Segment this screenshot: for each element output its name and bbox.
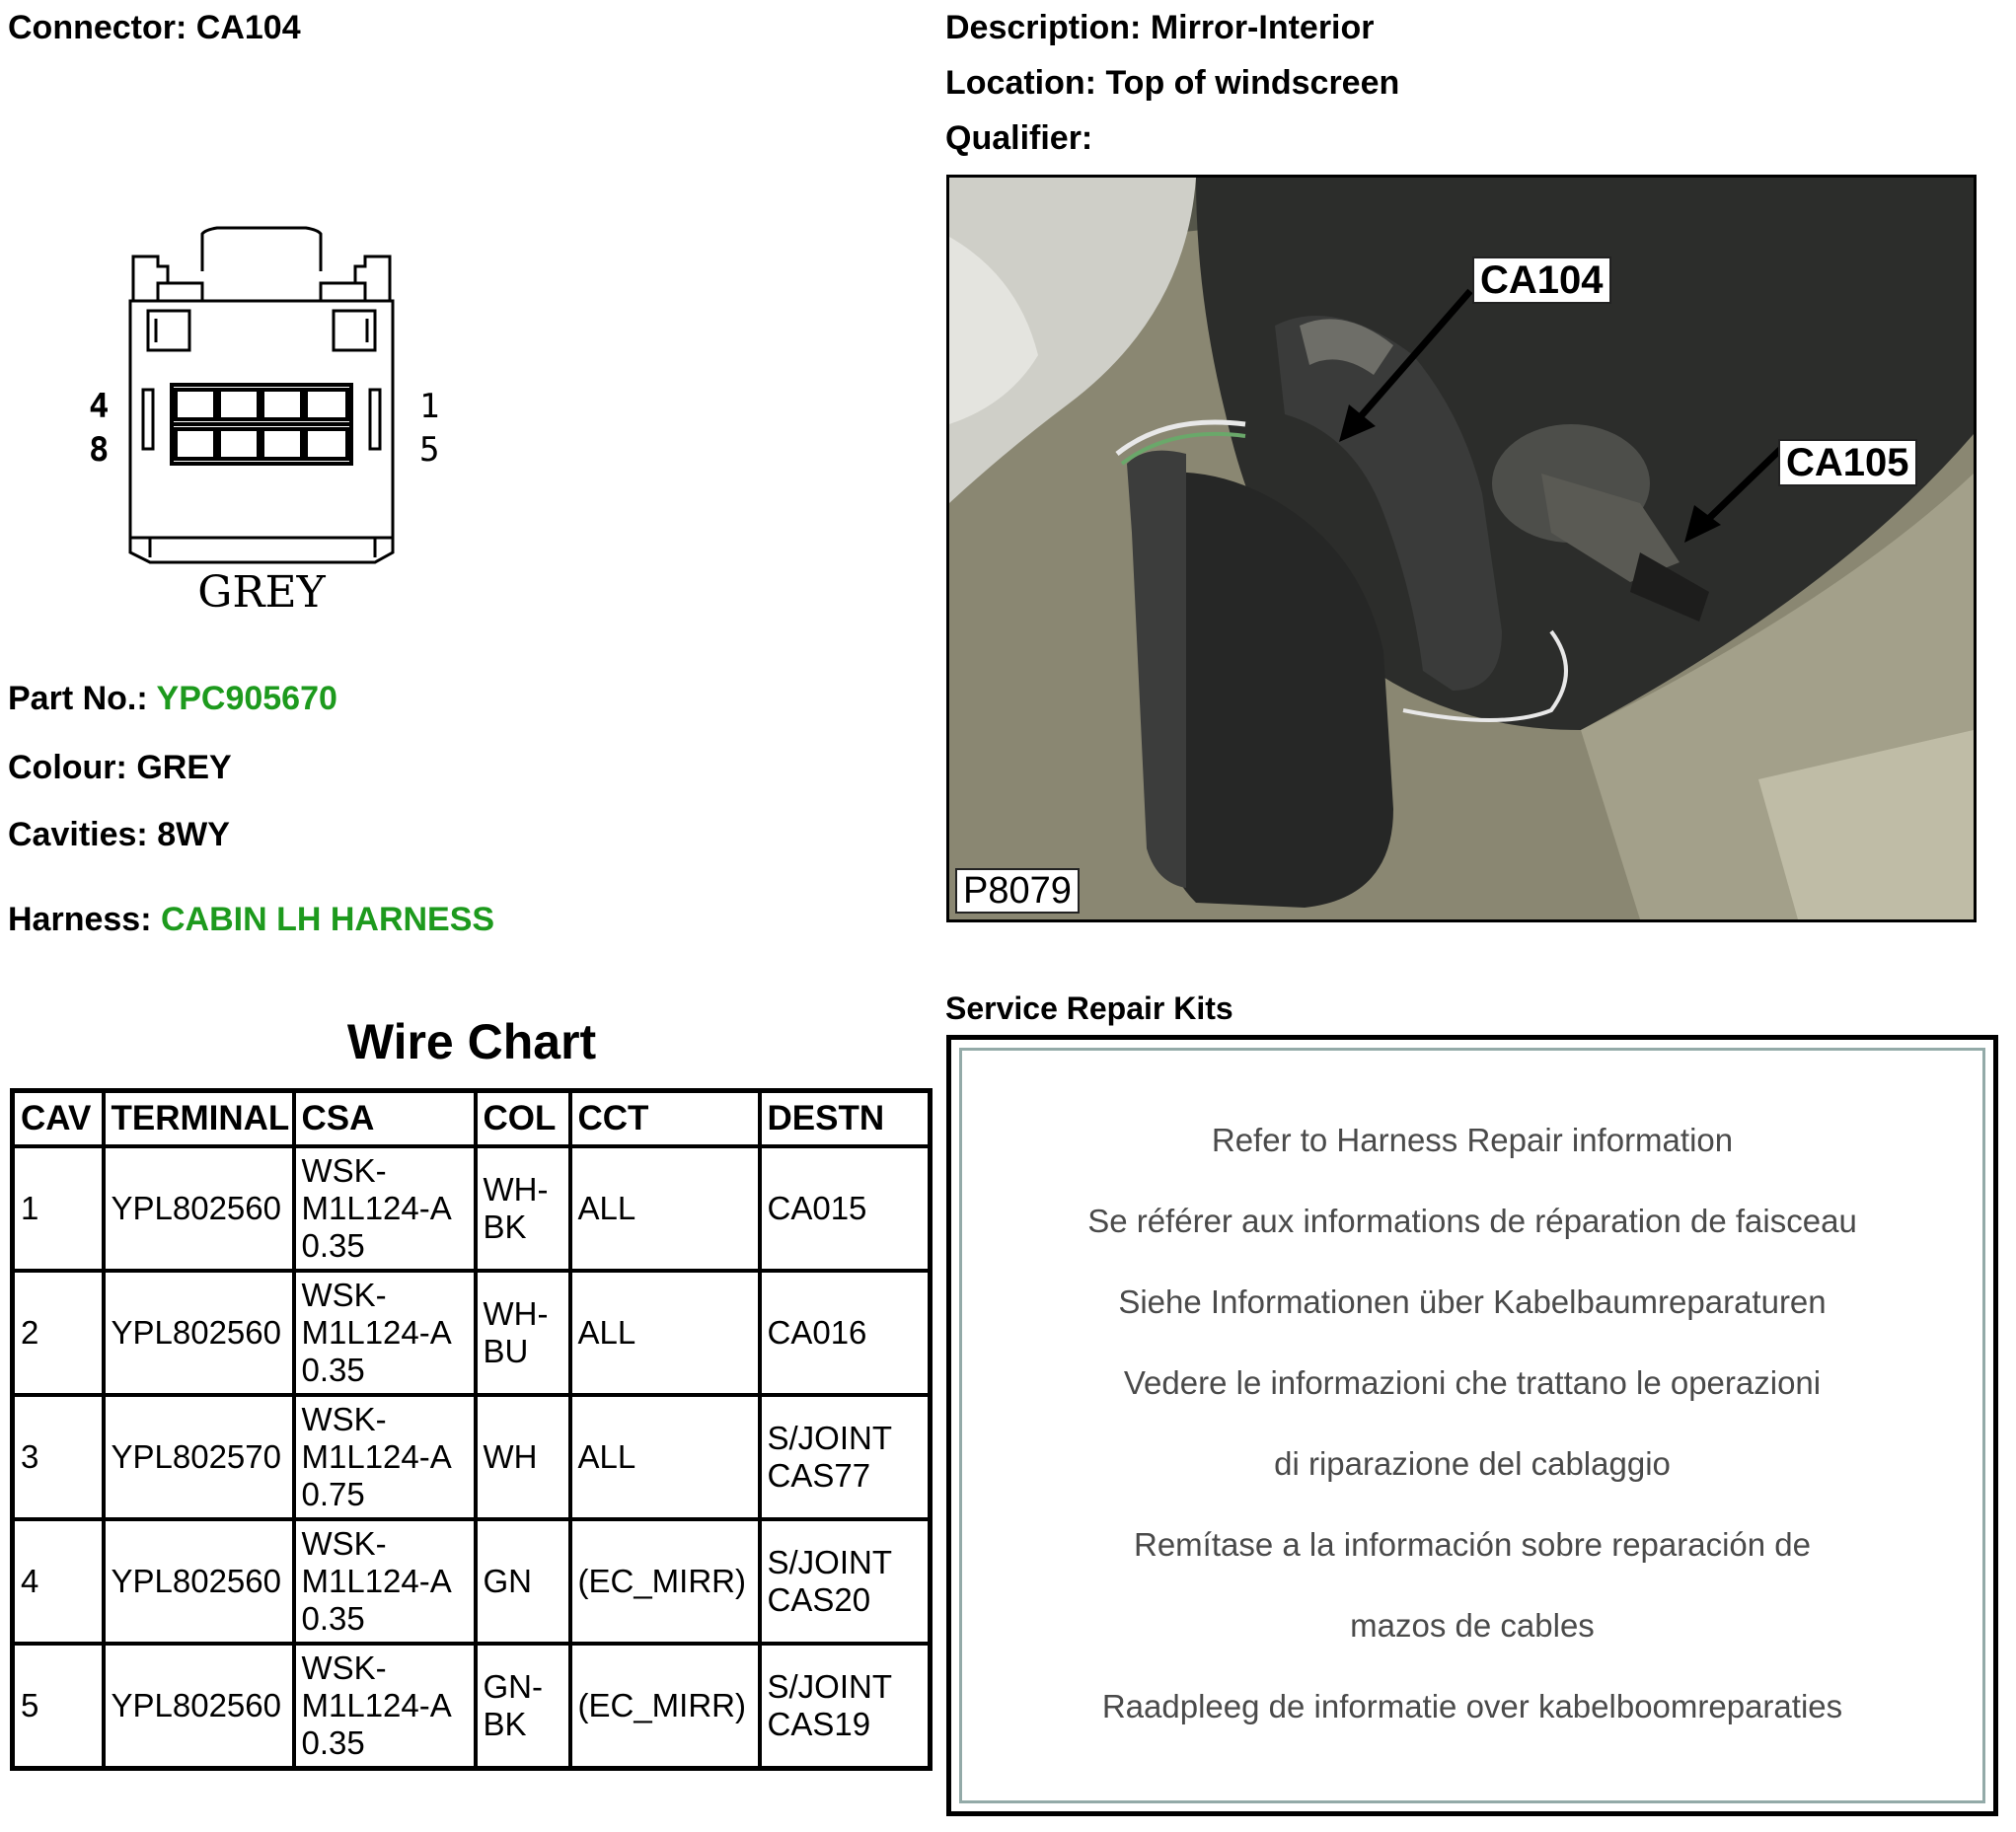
cav-cell: 5 <box>13 1644 104 1769</box>
connector-field <box>8 8 301 47</box>
cct-cell: ALL <box>570 1271 760 1395</box>
destn-cell: CA016 <box>760 1271 931 1395</box>
qualifier-label: Qualifier: <box>945 119 1093 157</box>
col-cell: GN- BK <box>476 1644 570 1769</box>
table-row <box>13 1644 931 1769</box>
column-header: COL <box>476 1091 570 1147</box>
destn-cell: CA015 <box>760 1146 931 1271</box>
destn-cell: S/JOINT CAS19 <box>760 1644 931 1769</box>
kit-line: Siehe Informationen über Kabelbaumreparaturen <box>1118 1283 1827 1320</box>
kit-line: Se référer aux informations de réparation de faisceau <box>1087 1203 1857 1239</box>
wire-chart-title: Wire Chart <box>346 1014 597 1069</box>
kit-line: Remítase a la información sobre reparación de <box>1133 1526 1812 1563</box>
csa-cell: WSK- M1L124-A 0.35 <box>294 1519 476 1644</box>
location-field <box>945 63 1399 103</box>
harness-value[interactable]: CABIN LH HARNESS <box>160 901 495 938</box>
terminal-cell: YPL802560 <box>104 1519 294 1644</box>
kit-line: Raadpleeg de informatie over kabelboomreparaties <box>1101 1688 1843 1724</box>
mirror-photo-illustration <box>949 178 1974 919</box>
harness-field <box>8 900 494 939</box>
kit-line: di riparazione del cablaggio <box>1274 1445 1671 1482</box>
colour-label: Colour: <box>8 749 127 786</box>
csa-cell: WSK- M1L124-A 0.35 <box>294 1146 476 1271</box>
csa-cell: WSK- M1L124-A 0.35 <box>294 1644 476 1769</box>
diagram-colour-label: GREY <box>197 567 326 618</box>
part-no-value[interactable]: YPC905670 <box>156 680 337 717</box>
table-row <box>13 1146 931 1271</box>
col-cell: GN <box>476 1519 570 1644</box>
destn-cell: S/JOINT CAS20 <box>760 1519 931 1644</box>
column-header: CCT <box>570 1091 760 1147</box>
cavities-field <box>8 815 230 854</box>
cct-cell: (EC_MIRR) <box>570 1644 760 1769</box>
col-cell: WH- BU <box>476 1271 570 1395</box>
column-header: DESTN <box>760 1091 931 1147</box>
pin-label-5: 5 <box>419 430 440 470</box>
csa-cell: WSK- M1L124-A 0.75 <box>294 1395 476 1519</box>
pin-label-8: 8 <box>89 430 110 470</box>
pin-label-1: 1 <box>419 387 440 426</box>
cav-cell: 1 <box>13 1146 104 1271</box>
description-value: Mirror-Interior <box>1150 9 1375 46</box>
column-header: CSA <box>294 1091 476 1147</box>
location-label: Location: <box>945 64 1096 102</box>
kit-line: Refer to Harness Repair information <box>1211 1122 1734 1158</box>
service-kits-inner-frame <box>959 1048 1985 1803</box>
part-no-field <box>8 679 337 718</box>
connector-face-diagram <box>59 212 474 626</box>
cavities-label: Cavities: <box>8 816 148 853</box>
kit-line: mazos de cables <box>1350 1607 1595 1644</box>
kit-line: Vedere le informazioni che trattano le operazioni <box>1123 1364 1822 1401</box>
connector-face-icon <box>59 212 474 626</box>
service-kits-box <box>946 1035 1998 1816</box>
service-kits-title: Service Repair Kits <box>945 990 1233 1026</box>
description-field <box>945 8 1375 47</box>
wire-chart-table <box>10 1088 933 1771</box>
description-label: Description: <box>945 9 1142 46</box>
terminal-cell: YPL802560 <box>104 1271 294 1395</box>
connector-value: CA104 <box>195 9 301 46</box>
callout-ca105: CA105 <box>1778 439 1917 486</box>
part-no-label: Part No.: <box>8 680 148 717</box>
col-cell: WH <box>476 1395 570 1519</box>
column-header: TERMINAL <box>104 1091 294 1147</box>
destn-cell: S/JOINT CAS77 <box>760 1395 931 1519</box>
cav-cell: 4 <box>13 1519 104 1644</box>
pin-label-4: 4 <box>89 387 110 426</box>
connector-label: Connector: <box>8 9 187 46</box>
table-row <box>13 1395 931 1519</box>
connector-location-photo <box>946 175 1977 922</box>
cavities-value: 8WY <box>157 816 230 853</box>
cct-cell: (EC_MIRR) <box>570 1519 760 1644</box>
csa-cell: WSK- M1L124-A 0.35 <box>294 1271 476 1395</box>
cct-cell: ALL <box>570 1395 760 1519</box>
photo-code-label: P8079 <box>955 868 1080 914</box>
cav-cell: 3 <box>13 1395 104 1519</box>
callout-ca104: CA104 <box>1472 256 1611 304</box>
terminal-cell: YPL802570 <box>104 1395 294 1519</box>
table-row <box>13 1271 931 1395</box>
col-cell: WH- BK <box>476 1146 570 1271</box>
table-row <box>13 1519 931 1644</box>
colour-field <box>8 748 232 787</box>
location-value: Top of windscreen <box>1105 64 1400 102</box>
harness-label: Harness: <box>8 901 152 938</box>
table-header-row <box>13 1091 931 1147</box>
qualifier-field <box>945 118 1092 158</box>
terminal-cell: YPL802560 <box>104 1644 294 1769</box>
column-header: CAV <box>13 1091 104 1147</box>
terminal-cell: YPL802560 <box>104 1146 294 1271</box>
colour-value: GREY <box>136 749 232 786</box>
cav-cell: 2 <box>13 1271 104 1395</box>
cct-cell: ALL <box>570 1146 760 1271</box>
